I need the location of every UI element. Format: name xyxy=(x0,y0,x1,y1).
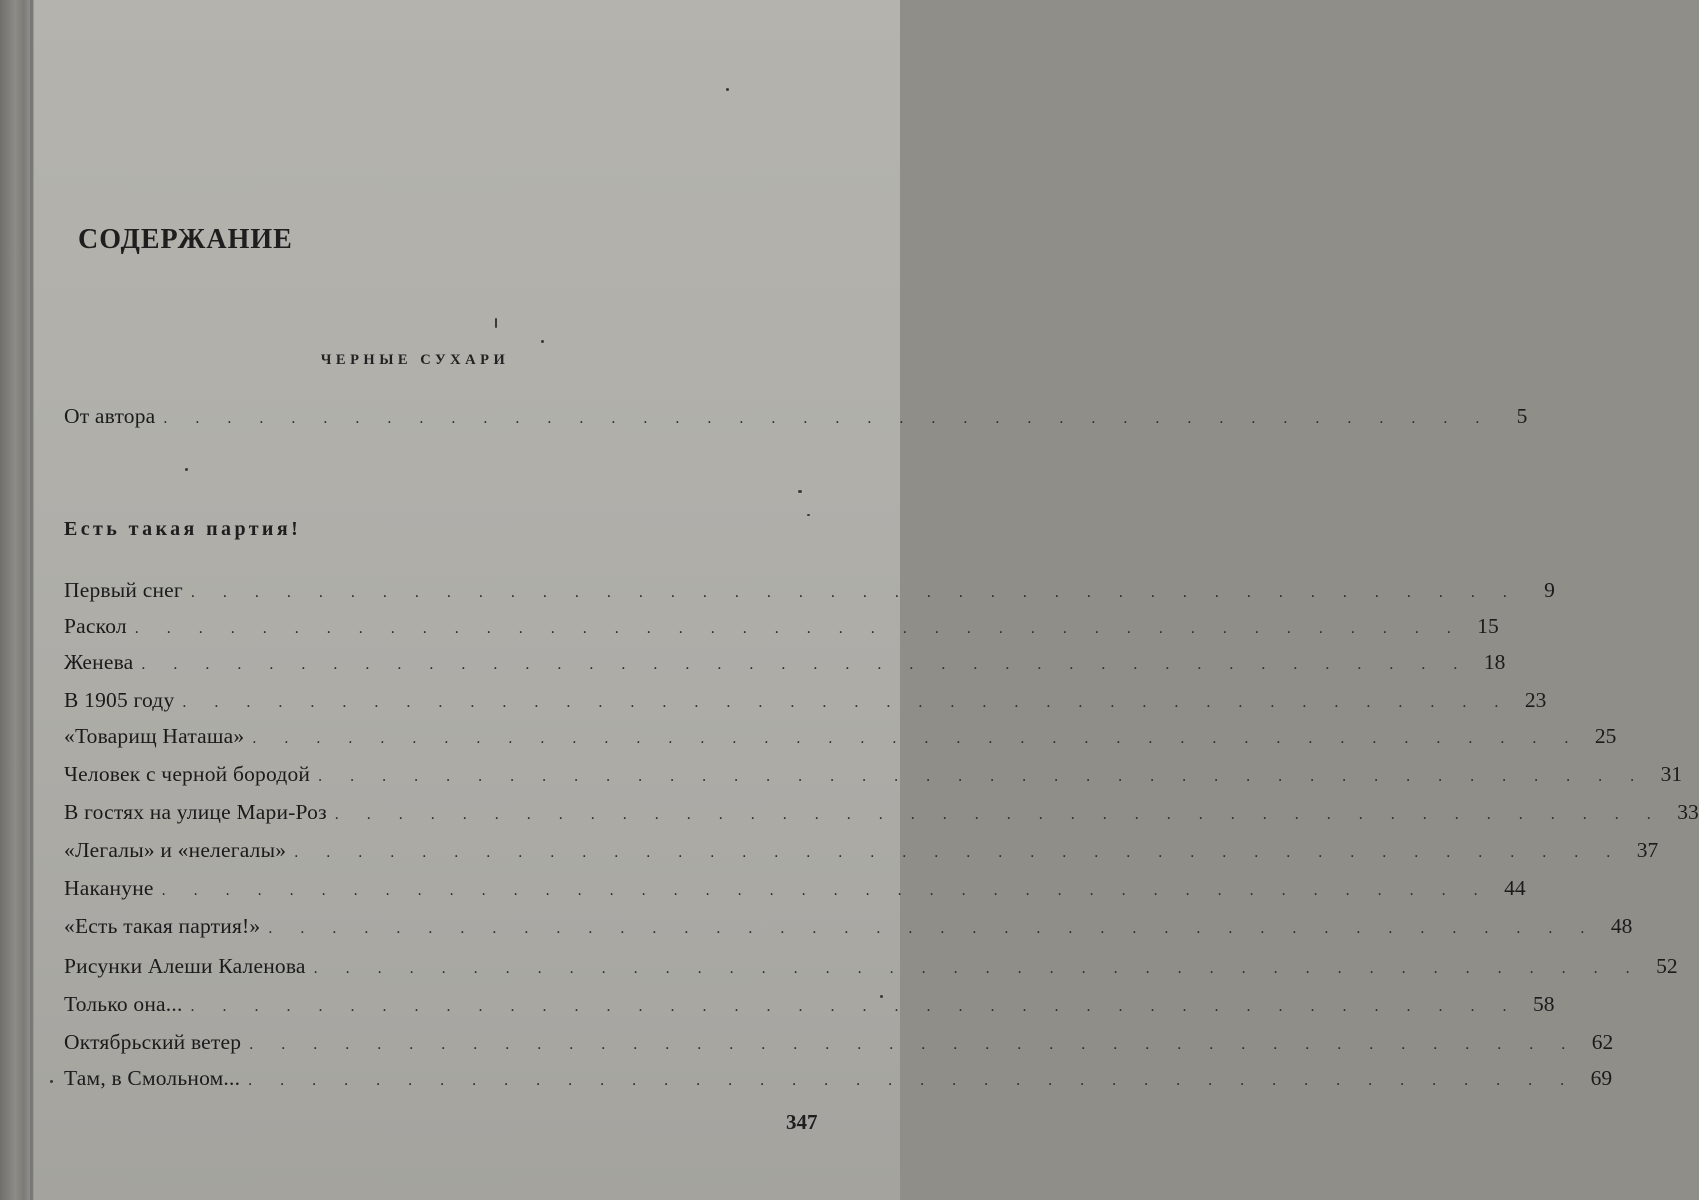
dot-leader: . . . . . . . . . . . . . . . . . . . . . . . . . . . . . . . . . . . . . . . . . . xyxy=(294,844,1623,861)
dot-leader: . . . . . . . . . . . . . . . . . . . . . . . . . . . . . . . . . . . . . . . . . . xyxy=(318,768,1647,785)
toc-entry-page: 5 xyxy=(1516,404,1528,428)
toc-entry-page: 52 xyxy=(1656,954,1678,978)
toc-entry-title: Накануне xyxy=(64,876,154,900)
toc-entry xyxy=(64,1030,1614,1060)
paper-speck xyxy=(541,340,544,343)
part-title-text: ЧЕРНЫЕ СУХАРИ xyxy=(320,352,510,368)
dot-leader: . . . . . . . . . . . . . . . . . . . . . . . . . . . . . . . . . . . . . . . . . . xyxy=(182,694,1511,711)
toc-entry xyxy=(64,762,1683,792)
part-title xyxy=(0,352,830,369)
toc-entry-page: 69 xyxy=(1590,1066,1613,1090)
toc-entry xyxy=(64,688,1547,718)
toc-entry-intro xyxy=(64,404,1528,434)
paper-speck xyxy=(807,514,810,516)
paper-speck xyxy=(50,1080,53,1083)
book-binding-edge xyxy=(0,0,34,1200)
paper-speck xyxy=(495,318,497,328)
toc-entry xyxy=(64,578,1555,608)
toc-entry xyxy=(64,954,1678,984)
toc-entry xyxy=(64,650,1506,680)
toc-entry-title: Женева xyxy=(64,650,134,674)
toc-entry-page: 58 xyxy=(1533,992,1555,1016)
toc-entry-title: Человек с черной бородой xyxy=(64,762,311,786)
paper-speck xyxy=(185,468,188,471)
toc-entry xyxy=(64,800,1699,830)
dot-leader: . . . . . . . . . . . . . . . . . . . . . . . . . . . . . . . . . . . . . . . . . . xyxy=(190,998,1519,1015)
toc-entry-page: 31 xyxy=(1660,762,1683,786)
toc-entry-page: 25 xyxy=(1594,724,1617,748)
paper-speck xyxy=(726,88,729,91)
toc-entry-page: 62 xyxy=(1591,1030,1614,1054)
toc-entry xyxy=(64,838,1659,868)
toc-entry-title: «Есть такая партия!» xyxy=(64,914,261,938)
toc-entry-page: 23 xyxy=(1524,688,1547,712)
toc-entry-title: «Легалы» и «нелегалы» xyxy=(64,838,287,862)
dot-leader: . . . . . . . . . . . . . . . . . . . . . . . . . . . . . . . . . . . . . . . . . . xyxy=(141,656,1470,673)
toc-entry-title: Раскол xyxy=(64,614,127,638)
toc-entry-title: В 1905 году xyxy=(64,688,175,712)
toc-entry xyxy=(64,914,1633,944)
page-number: 347 xyxy=(786,1110,818,1134)
paper-speck xyxy=(798,490,802,493)
toc-entry-title: В гостях на улице Мари-Роз xyxy=(64,800,327,824)
dot-leader: . . . . . . . . . . . . . . . . . . . . . . . . . . . . . . . . . . . . . . . . . . xyxy=(190,584,1519,601)
dot-leader: . . . . . . . . . . . . . . . . . . . . . . . . . . . . . . . . . . . . . . . . . . xyxy=(248,1072,1577,1089)
toc-entry-title: От автора xyxy=(64,404,156,428)
dot-leader: . . . . . . . . . . . . . . . . . . . . . . . . . . . . . . . . . . . . . . . . . . xyxy=(268,920,1597,937)
toc-entry-title: Там, в Смольном... xyxy=(64,1066,241,1090)
dot-leader: . . . . . . . . . . . . . . . . . . . . . . . . . . . . . . . . . . . . . . . . . . xyxy=(163,410,1492,427)
contents-heading: СОДЕРЖАНИЕ xyxy=(78,224,293,255)
toc-entry xyxy=(64,724,1617,754)
toc-entry-title: Рисунки Алеши Каленова xyxy=(64,954,306,978)
toc-entry-title: «Товарищ Наташа» xyxy=(64,724,245,748)
dot-leader: . . . . . . . . . . . . . . . . . . . . . . . . . . . . . . . . . . . . . . . . . . xyxy=(161,882,1490,899)
toc-entry-page: 9 xyxy=(1544,578,1555,602)
toc-entry xyxy=(64,1066,1613,1096)
toc-entry-page: 33 xyxy=(1677,800,1699,824)
section-title: Есть такая партия! xyxy=(64,518,302,540)
dot-leader: . . . . . . . . . . . . . . . . . . . . . . . . . . . . . . . . . . . . . . . . . . xyxy=(249,1036,1578,1053)
dot-leader: . . . . . . . . . . . . . . . . . . . . . . . . . . . . . . . . . . . . . . . . . . xyxy=(313,960,1642,977)
toc-entry xyxy=(64,876,1526,906)
paper-speck xyxy=(880,995,883,998)
binding-shadow xyxy=(30,0,33,1200)
dot-leader: . . . . . . . . . . . . . . . . . . . . . . . . . . . . . . . . . . . . . . . . . . xyxy=(252,730,1581,747)
toc-entry-title: Только она... xyxy=(64,992,183,1016)
toc-entry-title: Октябрьский ветер xyxy=(64,1030,242,1054)
toc-entry-page: 37 xyxy=(1636,838,1659,862)
toc-entry-page: 48 xyxy=(1610,914,1633,938)
toc-entry xyxy=(64,992,1555,1022)
toc-entry-page: 44 xyxy=(1504,876,1526,900)
toc-entry xyxy=(64,614,1499,644)
toc-entry-page: 18 xyxy=(1483,650,1506,674)
toc-entry-page: 15 xyxy=(1477,614,1499,638)
dot-leader: . . . . . . . . . . . . . . . . . . . . . . . . . . . . . . . . . . . . . . . . . . xyxy=(334,806,1663,823)
dot-leader: . . . . . . . . . . . . . . . . . . . . . . . . . . . . . . . . . . . . . . . . . . xyxy=(134,620,1463,637)
toc-entry-title: Первый снег xyxy=(64,578,183,602)
